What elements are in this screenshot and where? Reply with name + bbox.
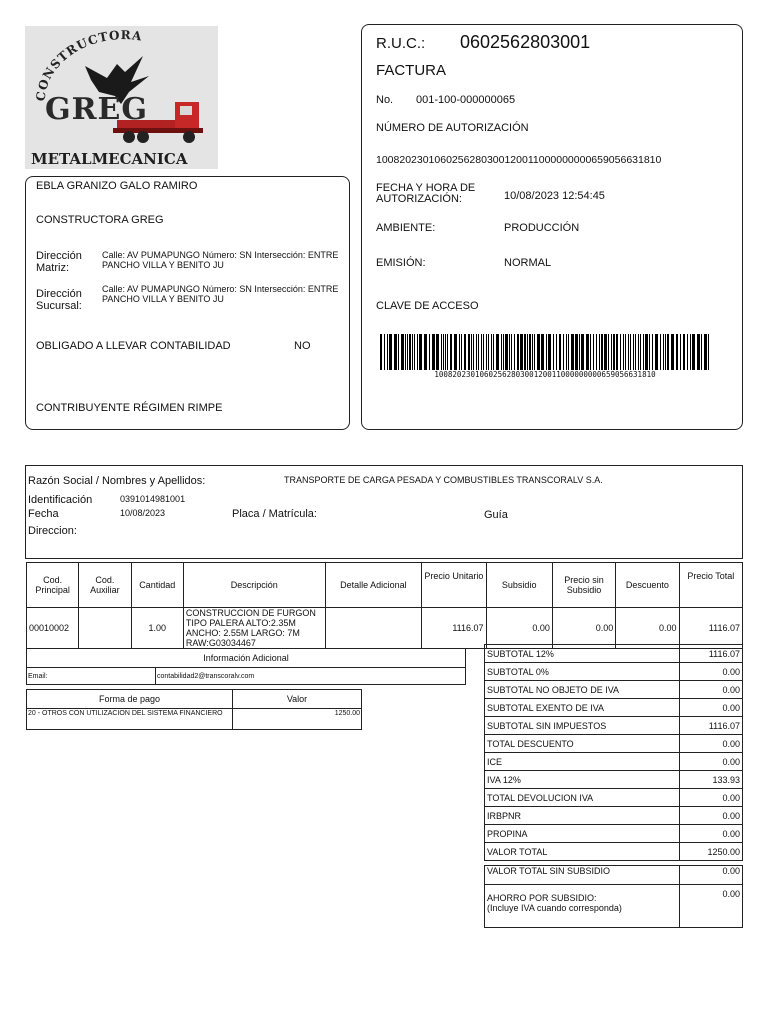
customer-address-label: Direccion: xyxy=(28,525,77,537)
totals-value: 0.00 xyxy=(680,735,743,753)
guide-label: Guía xyxy=(484,509,508,521)
totals-row xyxy=(485,663,743,681)
item-discount: 0.00 xyxy=(616,608,679,649)
invoice-type: FACTURA xyxy=(376,62,447,79)
environment-value: PRODUCCIÓN xyxy=(504,222,580,234)
totals-value: 1116.07 xyxy=(680,645,743,663)
emission-value: NORMAL xyxy=(504,257,552,269)
payment-method-label: Forma de pago xyxy=(27,690,233,709)
item-description: CONSTRUCCION DE FURGON TIPO PALERA ALTO:2.35M ANCHO: 2.55M LARGO: 7M RAW:G03034467 xyxy=(183,608,325,649)
email-label: Email: xyxy=(27,668,156,685)
totals-row xyxy=(485,717,743,735)
totals-value: 0.00 xyxy=(680,789,743,807)
accounting-label: OBLIGADO A LLEVAR CONTABILIDAD xyxy=(36,340,231,352)
totals-label: SUBTOTAL NO OBJETO DE IVA xyxy=(485,681,680,699)
customer-id: 0391014981001 xyxy=(120,494,186,504)
environment-label: AMBIENTE: xyxy=(376,222,436,234)
totals-label: SUBTOTAL EXENTO DE IVA xyxy=(485,699,680,717)
totals-value: 0.00 xyxy=(680,753,743,771)
items-table xyxy=(26,562,743,649)
totals-label: TOTAL DESCUENTO xyxy=(485,735,680,753)
item-total: 1116.07 xyxy=(679,608,742,649)
totals-label: VALOR TOTAL xyxy=(485,843,680,861)
company-logo xyxy=(25,26,218,169)
issuer-name: EBLA GRANIZO GALO RAMIRO xyxy=(36,180,198,192)
col-header: Precio Unitario xyxy=(422,563,486,608)
item-subsidy: 0.00 xyxy=(486,608,552,649)
totals-value: 1116.07 xyxy=(680,717,743,735)
auth-date: 10/08/2023 12:54:45 xyxy=(504,190,605,202)
issuer-company: CONSTRUCTORA GREG xyxy=(36,214,164,226)
totals-label: ICE xyxy=(485,753,680,771)
payment-value: 1250.00 xyxy=(233,709,362,730)
customer-name-label: Razón Social / Nombres y Apellidos: xyxy=(28,475,206,487)
accounting-value: NO xyxy=(294,340,311,352)
totals-label: SUBTOTAL 12% xyxy=(485,645,680,663)
invoice-header-box xyxy=(361,24,743,430)
address-matrix: Calle: AV PUMAPUNGO Número: SN Intersección: ENTRE PANCHO VILLA Y BENITO JU xyxy=(102,250,339,270)
table-row xyxy=(27,608,743,649)
customer-box xyxy=(25,465,743,559)
customer-id-label: Identificación xyxy=(28,494,93,506)
subsidy-totals-table xyxy=(484,865,743,928)
emission-label: EMISIÓN: xyxy=(376,257,426,269)
address-branch: Calle: AV PUMAPUNGO Número: SN Intersección: ENTRE PANCHO VILLA Y BENITO JU xyxy=(102,284,339,304)
totals-label: IVA 12% xyxy=(485,771,680,789)
totals-row xyxy=(485,825,743,843)
col-header: Subsidio xyxy=(486,563,552,608)
savings-note: (Incluye IVA cuando corresponda) xyxy=(487,903,622,913)
col-header: Descuento xyxy=(616,563,679,608)
auth-date-label: FECHA Y HORA DE AUTORIZACIÓN: xyxy=(376,182,476,205)
item-aux xyxy=(79,608,131,649)
items-header-row xyxy=(27,563,743,608)
no-subsidy-value: 0.00 xyxy=(680,866,743,885)
totals-label: IRBPNR xyxy=(485,807,680,825)
additional-info-table xyxy=(26,648,466,685)
customer-date-label: Fecha xyxy=(28,508,59,520)
address-matrix-label: Dirección Matriz: xyxy=(36,250,82,274)
totals-value: 133.93 xyxy=(680,771,743,789)
totals-table xyxy=(484,644,743,861)
totals-row xyxy=(485,699,743,717)
tax-regime: CONTRIBUYENTE RÉGIMEN RIMPE xyxy=(36,402,223,414)
address-branch-label: Dirección Sucursal: xyxy=(36,288,82,312)
totals-row xyxy=(485,735,743,753)
totals-row xyxy=(485,681,743,699)
auth-number: 1008202301060256280300120011000000000659056631810 xyxy=(376,154,662,166)
col-header: Cod. Auxiliar xyxy=(79,563,131,608)
totals-value: 0.00 xyxy=(680,663,743,681)
barcode-text: 1008202301060256280300120011000000000659056631810 xyxy=(434,370,656,379)
savings-label: AHORRO POR SUBSIDIO: xyxy=(487,893,597,903)
issuer-box xyxy=(25,176,350,430)
no-subsidy-label: VALOR TOTAL SIN SUBSIDIO xyxy=(485,866,680,885)
item-code: 00010002 xyxy=(27,608,79,649)
col-header: Precio sin Subsidio xyxy=(552,563,615,608)
logo-ring-text: CONSTRUCTORA xyxy=(33,28,144,102)
totals-label: SUBTOTAL 0% xyxy=(485,663,680,681)
payment-value-label: Valor xyxy=(233,690,362,709)
totals-label: TOTAL DEVOLUCION IVA xyxy=(485,789,680,807)
access-key-label: CLAVE DE ACCESO xyxy=(376,300,479,312)
payment-method: 20 - OTROS CON UTILIZACION DEL SISTEMA FINANCIERO xyxy=(27,709,233,730)
savings-value: 0.00 xyxy=(680,885,743,928)
customer-name: TRANSPORTE DE CARGA PESADA Y COMBUSTIBLES TRANSCORALV S.A. xyxy=(284,475,603,485)
col-header: Detalle Adicional xyxy=(325,563,422,608)
totals-row xyxy=(485,807,743,825)
item-price-no-subsidy: 0.00 xyxy=(552,608,615,649)
plate-label: Placa / Matrícula: xyxy=(232,508,317,520)
totals-value: 0.00 xyxy=(680,681,743,699)
invoice-number: 001-100-000000065 xyxy=(416,94,516,106)
totals-value: 1250.00 xyxy=(680,843,743,861)
totals-value: 0.00 xyxy=(680,825,743,843)
item-qty: 1.00 xyxy=(131,608,183,649)
barcode-icon xyxy=(380,334,710,370)
totals-row xyxy=(485,789,743,807)
item-detail xyxy=(325,608,422,649)
invoice-number-label: No. xyxy=(376,94,394,106)
col-header: Cod. Principal xyxy=(27,563,79,608)
auth-label: NÚMERO DE AUTORIZACIÓN xyxy=(376,122,529,134)
totals-label: SUBTOTAL SIN IMPUESTOS xyxy=(485,717,680,735)
totals-row xyxy=(485,753,743,771)
col-header: Cantidad xyxy=(131,563,183,608)
totals-label: PROPINA xyxy=(485,825,680,843)
item-unit-price: 1116.07 xyxy=(422,608,486,649)
logo-name: GREG xyxy=(45,92,149,127)
totals-value: 0.00 xyxy=(680,699,743,717)
email-value: contabilidad2@transcoralv.com xyxy=(156,668,466,685)
totals-row xyxy=(485,771,743,789)
payment-table xyxy=(26,689,362,730)
totals-row xyxy=(485,843,743,861)
totals-value: 0.00 xyxy=(680,807,743,825)
savings-cell xyxy=(485,885,680,928)
totals-row xyxy=(485,645,743,663)
col-header: Precio Total xyxy=(679,563,742,608)
customer-date: 10/08/2023 xyxy=(120,508,166,518)
ruc-label: R.U.C.: xyxy=(376,35,426,52)
logo-subtitle: METALMECANICA xyxy=(31,150,188,168)
col-header: Descripción xyxy=(183,563,325,608)
ruc-value: 0602562803001 xyxy=(460,32,591,52)
additional-info-title: Información Adicional xyxy=(27,649,466,668)
